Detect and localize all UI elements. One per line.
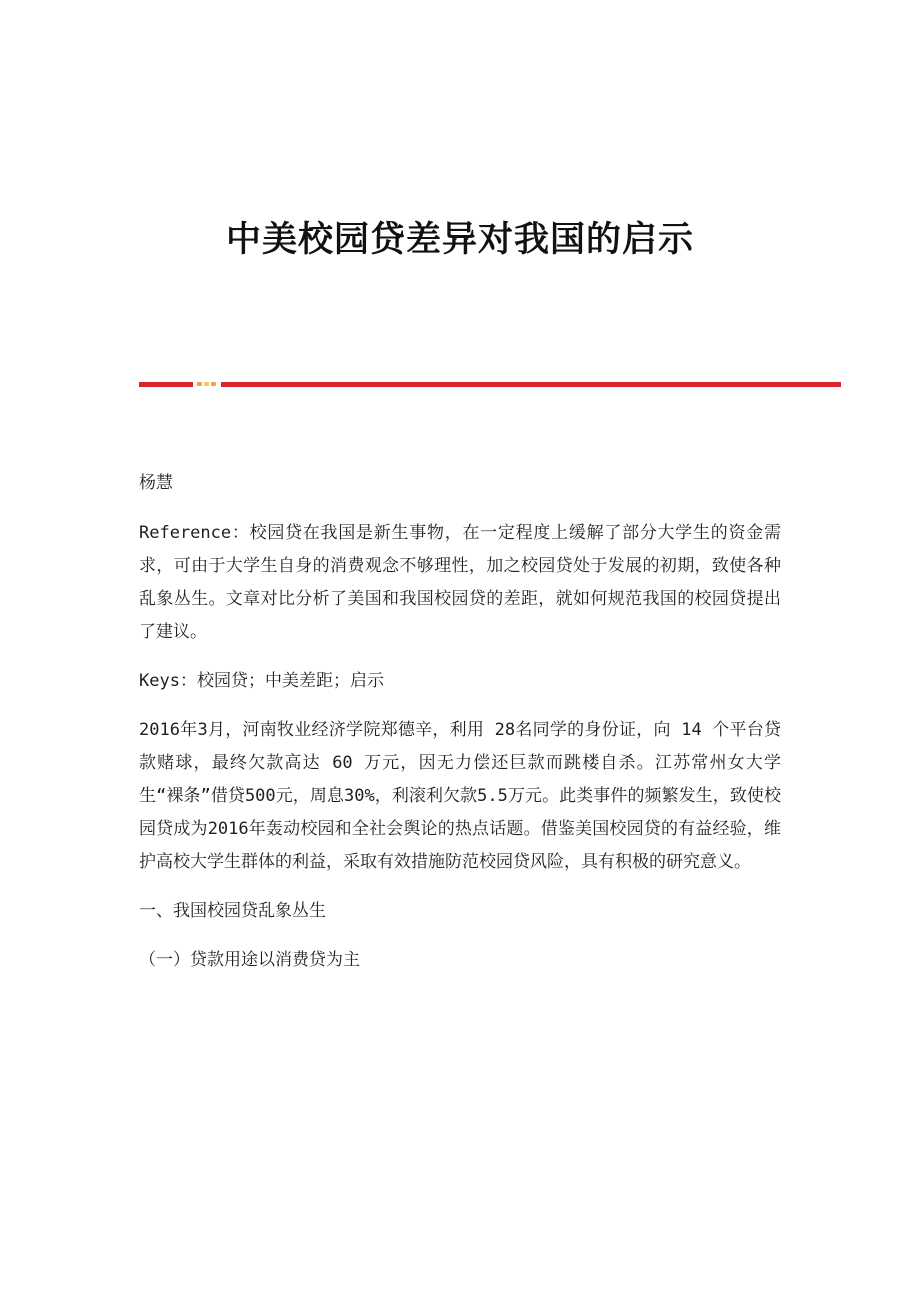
section-heading: 一、我国校园贷乱象丛生 [139, 901, 326, 921]
document-title: 中美校园贷差异对我国的启示 [225, 219, 694, 260]
divider-left-segment [139, 382, 193, 387]
keywords-line: Keys：校园贷；中美差距；启示 [139, 671, 384, 691]
divider-right-segment [221, 382, 841, 387]
body-paragraph: 2016年3月，河南牧业经济学院郑德辛，利用 28名同学的身份证，向 14 个平台贷款赌球，最终欠款高达 60 万元，因无力偿还巨款而跳楼自杀。江苏常州女大学生“裸条”借贷500元，周息30%，利滚利欠款5.5万元。此类事件的频繁发生，致使校园贷成为2016年轰动校园和全社会舆论的热点话题。借鉴美国校园贷的有益经验，维护高校大学生群体的利益，采取有效措施防范校园贷风险，具有积极的研究意义。 [139, 720, 781, 872]
title-divider [139, 380, 841, 390]
author-name: 杨慧 [139, 473, 173, 493]
divider-ornament-icon [197, 381, 217, 388]
abstract-paragraph: Reference：校园贷在我国是新生事物，在一定程度上缓解了部分大学生的资金需求，可由于大学生自身的消费观念不够理性，加之校园贷处于发展的初期，致使各种乱象丛生。文章对比分析了美国和我国校园贷的差距，就如何规范我国的校园贷提出了建议。 [139, 523, 781, 642]
subsection-heading: （一）贷款用途以消费贷为主 [139, 950, 360, 970]
document-body [139, 467, 781, 977]
